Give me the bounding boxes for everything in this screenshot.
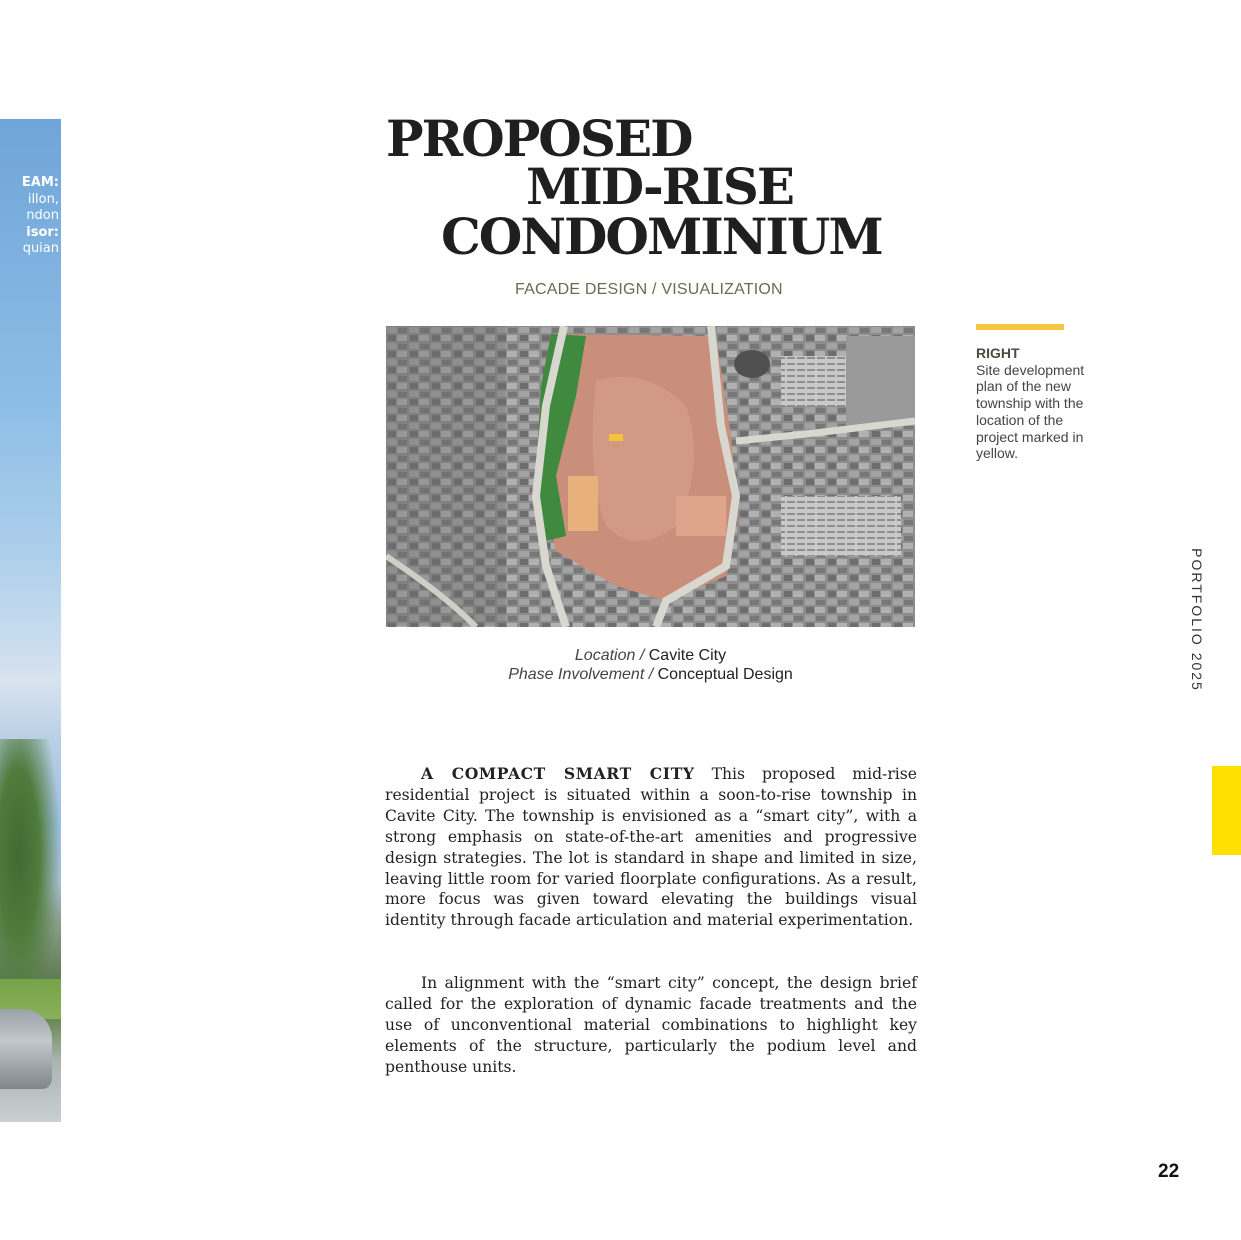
team-line-2: ndon	[26, 208, 59, 223]
location-label: Location /	[574, 647, 645, 664]
note-text: Site development plan of the new township with the location of the project marked in yellow.	[976, 361, 1085, 462]
section-tab	[1212, 766, 1241, 855]
phase-label: Phase Involvement /	[508, 666, 654, 683]
phase-value: Conceptual Design	[657, 666, 793, 683]
site-development-plan-map	[386, 326, 915, 627]
adviser-line: quian	[22, 241, 59, 256]
car	[0, 1009, 52, 1089]
team-label: EAM:	[21, 175, 59, 190]
team-credits	[22, 175, 59, 258]
note-accent-bar	[976, 324, 1064, 330]
paragraph-lead: A COMPACT SMART CITY	[421, 764, 695, 783]
location-caption	[386, 647, 915, 665]
title-line-1: PROPOSED	[386, 109, 692, 168]
body-paragraph-2	[385, 973, 917, 1078]
title-line-2: MID-RISE	[526, 157, 793, 216]
page-subtitle: FACADE DESIGN / VISUALIZATION	[515, 281, 783, 298]
paragraph-2-text: In alignment with the “smart city” concept, the design brief called for the exploration of dynamic facade treatments and the use of unconventional material combinations to highlight key elements of the structure, particularly the podium level and penthouse units.	[385, 974, 917, 1076]
previous-page-render-strip	[0, 119, 61, 1122]
title-line-3: CONDOMINIUM	[441, 207, 882, 266]
map-side-note	[976, 345, 1091, 462]
location-value: Cavite City	[648, 647, 727, 664]
body-paragraph-1	[385, 764, 917, 931]
note-heading: RIGHT	[976, 345, 1020, 361]
team-line-1: illon,	[27, 191, 59, 207]
phase-caption	[386, 666, 915, 684]
adviser-label: isor:	[26, 224, 59, 240]
paragraph-1-text: This proposed mid-rise residential project is situated within a soon-to-rise township in Cavite City. The township is envisioned as a “smart city”, with a strong emphasis on state-of-the-art amenities and progressive design strategies. The lot is standard in shape and limited in size, leaving little room for varied floorplate configurations. As a result, more focus was given toward elevating the buildings visual identity through facade articulation and material experimentation.	[385, 765, 917, 930]
page-number: 22	[1158, 1161, 1180, 1182]
portfolio-vertical-label: PORTFOLIO 2025	[1189, 548, 1205, 692]
